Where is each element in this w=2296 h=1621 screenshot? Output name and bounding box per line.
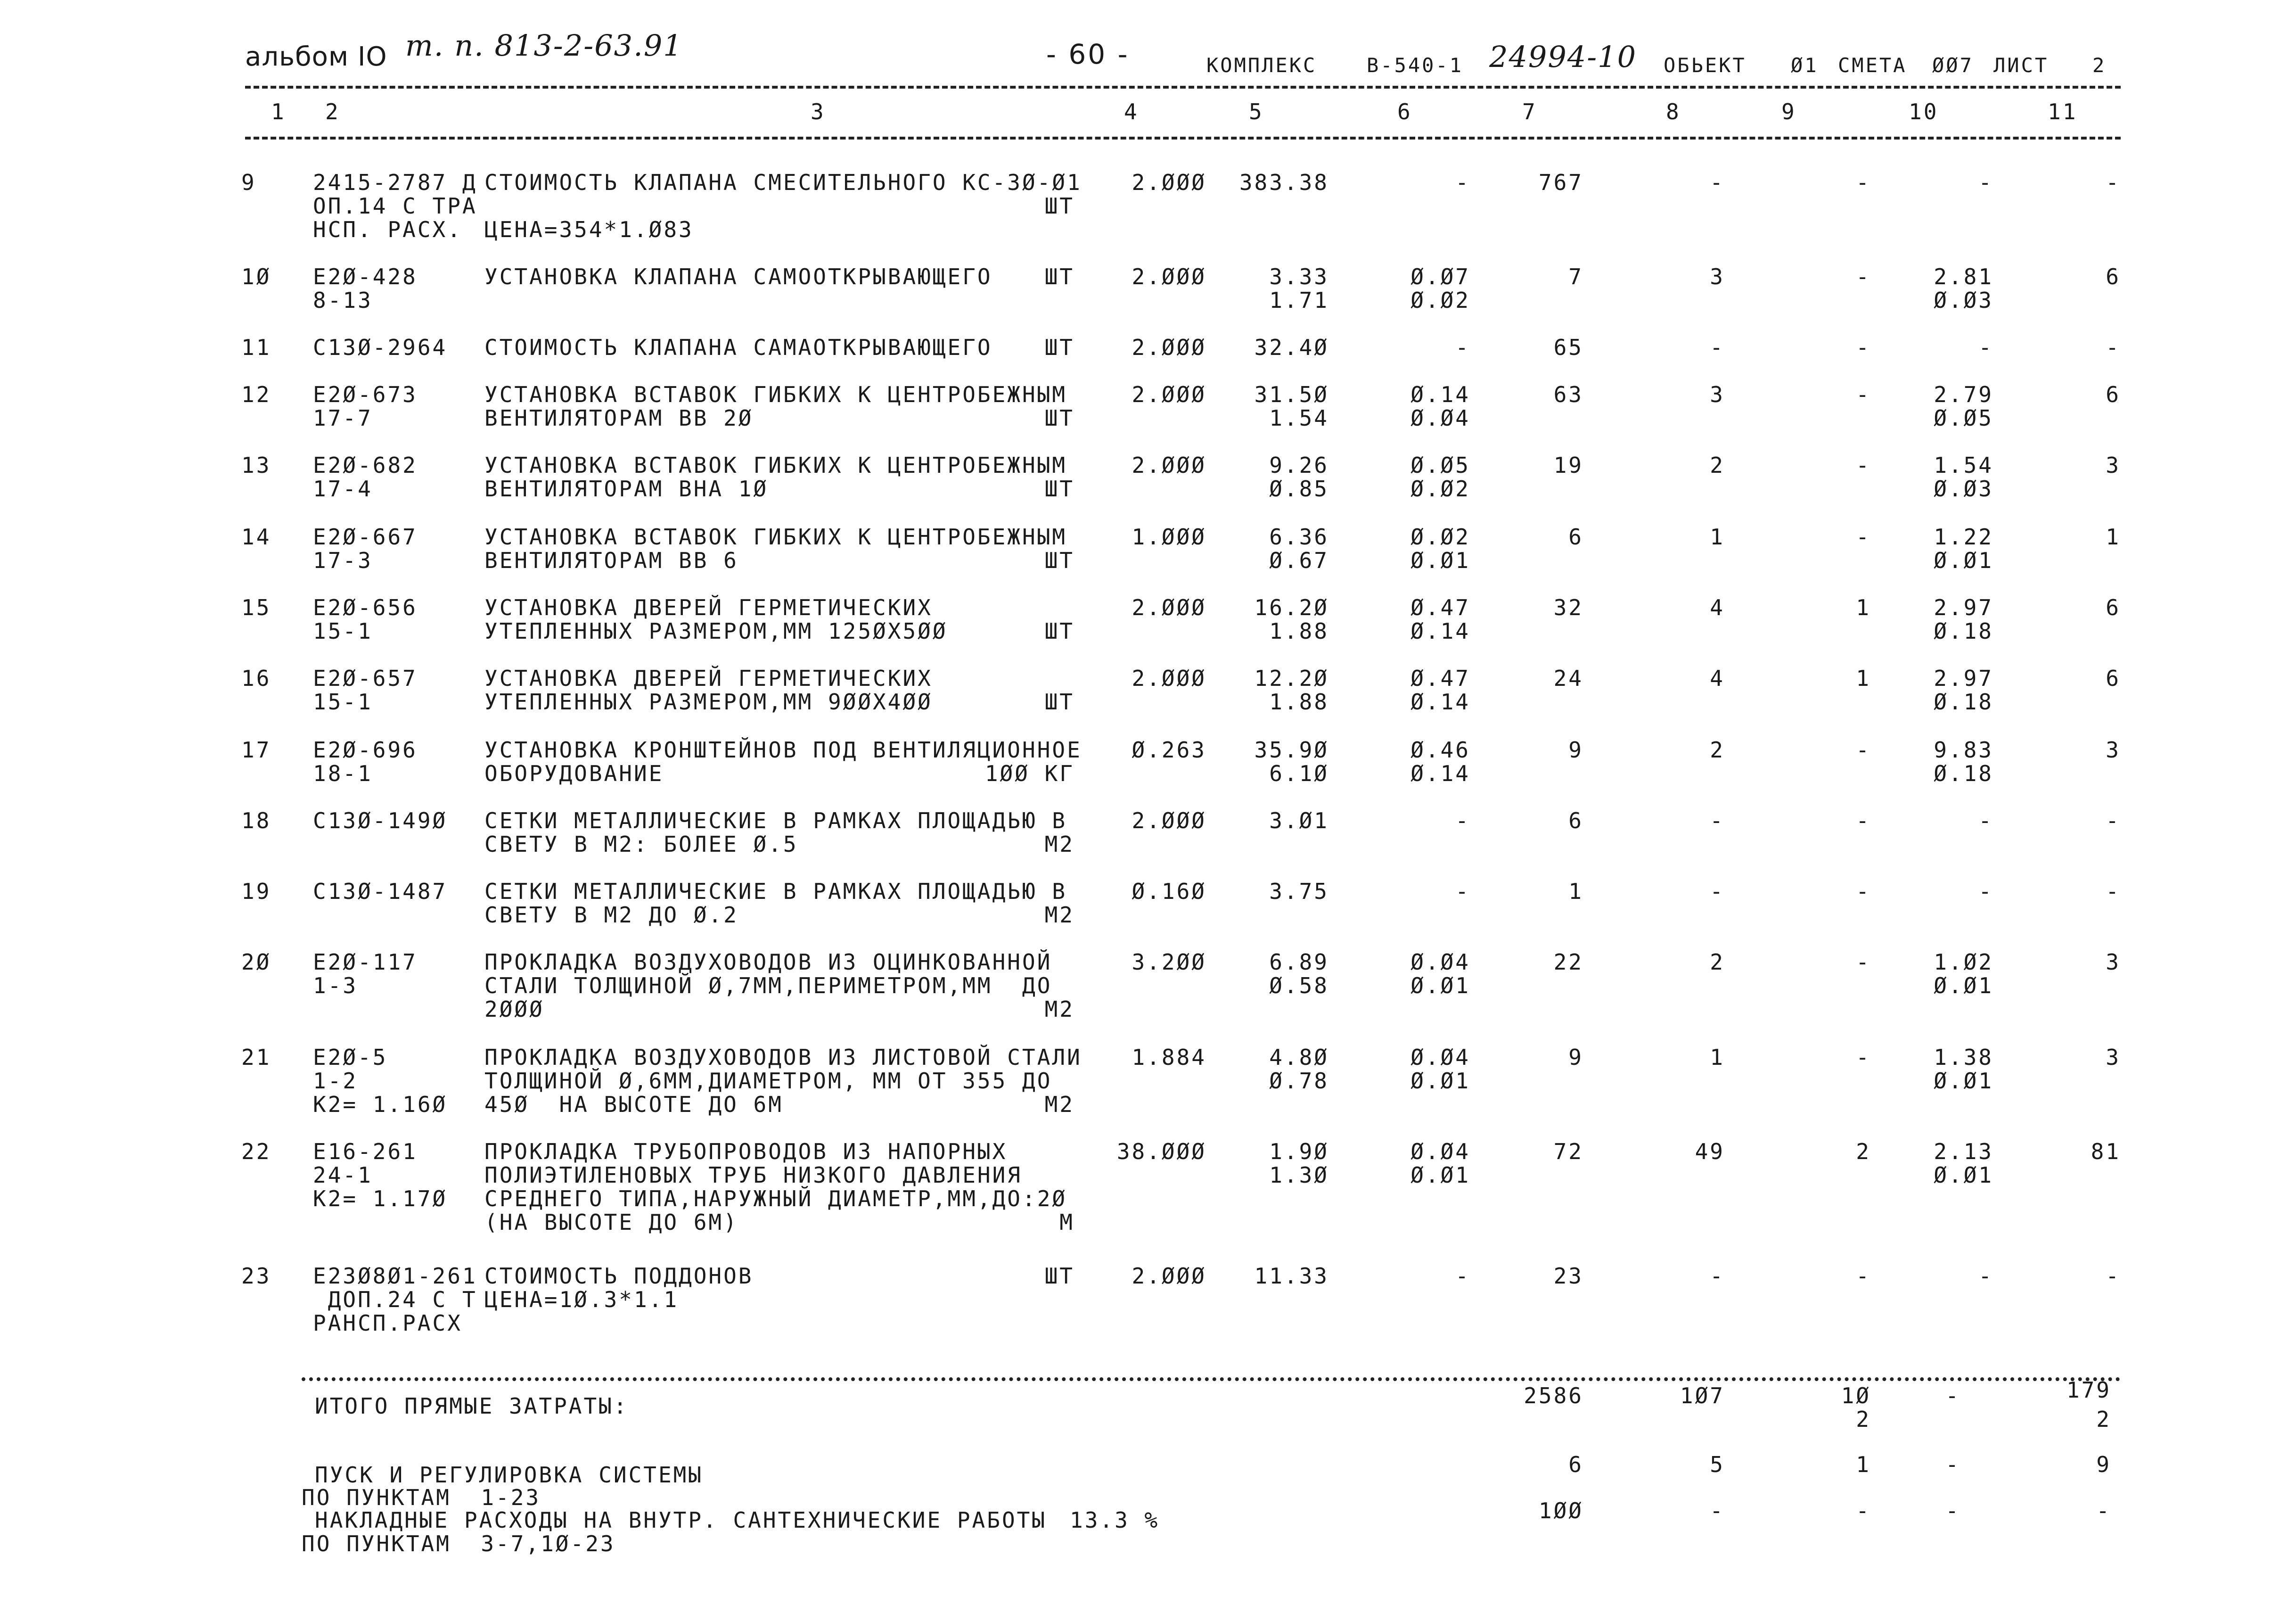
machine-cost: - — [1455, 170, 1470, 195]
rate-code: Е2Ø-673 — [313, 382, 418, 407]
rate-code: Е23Ø8Ø1-261 — [313, 1263, 477, 1289]
machine-cost: Ø.47 — [1410, 666, 1470, 691]
work-description: 45Ø НА ВЫСОТЕ ДО 6М — [484, 1092, 783, 1117]
unit-cost: 4.8Ø — [1269, 1045, 1329, 1070]
column-header-4: 4 — [1124, 99, 1139, 124]
labor-cost: 1.22 — [1934, 524, 1993, 550]
unit: М — [1059, 1210, 1074, 1235]
unit-cost: 6.36 — [1269, 524, 1329, 550]
rate-code: Е2Ø-428 — [313, 264, 418, 289]
work-description: СТОИМОСТЬ ПОДДОНОВ — [484, 1263, 754, 1289]
machine-cost-wages: Ø.Ø1 — [1410, 1162, 1470, 1188]
rate-code: К2= 1.16Ø — [313, 1092, 448, 1117]
machine-total: - — [1856, 1045, 1871, 1070]
work-description: ЦЕНА=354*1.Ø83 — [484, 217, 694, 242]
rate-code: ДОП.24 С Т — [313, 1287, 477, 1312]
overhead-c11: - — [2096, 1498, 2111, 1523]
rate-code: 17-4 — [313, 476, 373, 502]
row-number: 15 — [241, 595, 271, 620]
unit-cost: 16.2Ø — [1254, 595, 1329, 620]
machine-cost: Ø.Ø7 — [1410, 264, 1470, 289]
machine-total: 2 — [1856, 1139, 1871, 1164]
header-rule-bottom — [245, 137, 2121, 140]
unit-cost-wages: Ø.67 — [1269, 548, 1329, 573]
rate-code: РАНСП.РАСХ — [313, 1310, 462, 1336]
startup-c9: 1 — [1856, 1452, 1871, 1477]
album-label: альбом IO — [245, 41, 387, 72]
column-header-1: 1 — [271, 99, 286, 124]
work-description: СЕТКИ МЕТАЛЛИЧЕСКИЕ В РАМКАХ ПЛОЩАДЬЮ В — [484, 808, 1067, 833]
work-description: СВЕТУ В М2: БОЛЕЕ Ø.5 — [484, 831, 798, 857]
rate-code: 17-7 — [313, 405, 373, 431]
row-number: 14 — [241, 524, 271, 550]
work-description: УТЕПЛЕННЫХ РАЗМЕРОМ,ММ 125ØХ5ØØ — [484, 618, 948, 644]
work-description: СТОИМОСТЬ КЛАПАНА СМЕСИТЕЛЬНОГО КС-3Ø-Ø1 — [484, 170, 1082, 195]
quantity: 1.884 — [1132, 1045, 1206, 1070]
row-number: 21 — [241, 1045, 271, 1070]
unit-cost-wages: Ø.85 — [1269, 476, 1329, 502]
labor-cost-mech: Ø.Ø1 — [1934, 973, 1993, 998]
work-description: ПРОКЛАДКА ВОЗДУХОВОДОВ ИЗ ЛИСТОВОЙ СТАЛИ — [484, 1045, 1082, 1070]
rate-code: 15-1 — [313, 689, 373, 715]
machine-total: - — [1856, 170, 1871, 195]
overhead-sub: ПО ПУНКТАМ 3-7,1Ø-23 — [302, 1531, 615, 1556]
machine-total: - — [1856, 879, 1871, 904]
machine-total: - — [1856, 524, 1871, 550]
direct-c9: 1Ø — [1841, 1383, 1871, 1408]
unit-cost: 32.4Ø — [1254, 335, 1329, 360]
quantity: 2.ØØØ — [1132, 170, 1206, 195]
labor-cost: 1.54 — [1934, 453, 1993, 478]
rate-code: Е2Ø-696 — [313, 737, 418, 763]
wages-total: - — [1710, 335, 1725, 360]
quantity: 1.ØØØ — [1132, 524, 1206, 550]
column-header-9: 9 — [1781, 99, 1796, 124]
quantity: 2.ØØØ — [1132, 1263, 1206, 1289]
labor-total: 6 — [2106, 666, 2121, 691]
work-description: УСТАНОВКА КЛАПАНА САМООТКРЫВАЮЩЕГО — [484, 264, 992, 289]
labor-cost-mech: Ø.Ø1 — [1934, 548, 1993, 573]
rate-code: Е2Ø-117 — [313, 949, 418, 975]
machine-cost: Ø.14 — [1410, 382, 1470, 407]
work-description: ПОЛИЭТИЛЕНОВЫХ ТРУБ НИЗКОГО ДАВЛЕНИЯ — [484, 1162, 1022, 1188]
total-cost: 6 — [1568, 524, 1583, 550]
labor-cost-mech: Ø.Ø1 — [1934, 1068, 1993, 1094]
labor-cost-mech: Ø.18 — [1934, 689, 1993, 715]
machine-cost: - — [1455, 335, 1470, 360]
machine-total: - — [1856, 382, 1871, 407]
startup-sub: ПО ПУНКТАМ 1-23 — [302, 1485, 541, 1510]
wages-total: 1 — [1710, 1045, 1725, 1070]
total-cost: 23 — [1553, 1263, 1583, 1289]
column-header-11: 11 — [2048, 99, 2078, 124]
work-description: УСТАНОВКА КРОНШТЕЙНОВ ПОД ВЕНТИЛЯЦИОННОЕ — [484, 737, 1082, 763]
machine-cost-wages: Ø.Ø4 — [1410, 405, 1470, 431]
rate-code: 1-2 — [313, 1068, 358, 1094]
machine-cost: Ø.Ø2 — [1410, 524, 1470, 550]
rate-code: С13Ø-2964 — [313, 335, 448, 360]
machine-cost: Ø.Ø4 — [1410, 1045, 1470, 1070]
unit-cost-wages: 1.88 — [1269, 618, 1329, 644]
labor-cost-mech: Ø.Ø1 — [1934, 1162, 1993, 1188]
labor-total: 81 — [2091, 1139, 2121, 1164]
labor-total: 6 — [2106, 264, 2121, 289]
tp-handwritten: т. п. 813-2-63.91 — [405, 28, 683, 63]
work-description: ПРОКЛАДКА ТРУБОПРОВОДОВ ИЗ НАПОРНЫХ — [484, 1139, 1008, 1164]
overhead-c8: - — [1710, 1498, 1725, 1523]
complex-label: КОМПЛЕКС — [1206, 54, 1317, 77]
unit-cost: 11.33 — [1254, 1263, 1329, 1289]
quantity: 38.ØØØ — [1116, 1139, 1206, 1164]
wages-total: - — [1710, 170, 1725, 195]
row-number: 1Ø — [241, 264, 271, 289]
total-cost: 65 — [1553, 335, 1583, 360]
work-description: ВЕНТИЛЯТОРАМ ВНА 1Ø — [484, 476, 769, 502]
machine-cost-wages: Ø.Ø2 — [1410, 476, 1470, 502]
labor-cost-mech: Ø.Ø3 — [1934, 476, 1993, 502]
rate-code: С13Ø-149Ø — [313, 808, 448, 833]
work-description: ЦЕНА=1Ø.3*1.1 — [484, 1287, 679, 1312]
column-header-2: 2 — [325, 99, 340, 124]
work-description: СТАЛИ ТОЛЩИНОЙ Ø,7ММ,ПЕРИМЕТРОМ,ММ ДО — [484, 973, 1052, 998]
row-number: 9 — [241, 170, 256, 195]
rate-code: Е2Ø-667 — [313, 524, 418, 550]
wages-total: 2 — [1710, 949, 1725, 975]
work-description: ТОЛЩИНОЙ Ø,6ММ,ДИАМЕТРОМ, ММ ОТ 355 ДО — [484, 1068, 1052, 1094]
unit: ШТ — [1044, 618, 1074, 644]
unit: М2 — [1044, 902, 1074, 928]
unit-cost: 31.5Ø — [1254, 382, 1329, 407]
total-cost: 63 — [1553, 382, 1583, 407]
smeta-value: ØØ7 — [1932, 54, 1974, 77]
work-description: СВЕТУ В М2 ДО Ø.2 — [484, 902, 738, 928]
labor-cost: 9.83 — [1934, 737, 1993, 763]
total-cost: 22 — [1553, 949, 1583, 975]
unit-cost: 383.38 — [1239, 170, 1329, 195]
unit-cost: 3.Ø1 — [1269, 808, 1329, 833]
labor-total: 1 — [2106, 524, 2121, 550]
sheet-label: ЛИСТ — [1993, 54, 2049, 77]
unit: ШТ — [1044, 689, 1074, 715]
labor-cost: - — [1978, 170, 1993, 195]
object-label: ОБЬЕКТ — [1664, 54, 1747, 77]
machine-total: - — [1856, 737, 1871, 763]
total-cost: 19 — [1553, 453, 1583, 478]
wages-total: - — [1710, 879, 1725, 904]
unit-cost: 3.75 — [1269, 879, 1329, 904]
labor-total: - — [2106, 170, 2121, 195]
unit-cost-wages: 1.71 — [1269, 288, 1329, 313]
quantity: 2.ØØØ — [1132, 808, 1206, 833]
unit: ШТ — [1044, 335, 1074, 360]
unit-cost: 12.2Ø — [1254, 666, 1329, 691]
quantity: 3.2ØØ — [1132, 949, 1206, 975]
rate-code: 24-1 — [313, 1162, 373, 1188]
unit-cost: 9.26 — [1269, 453, 1329, 478]
work-description: УСТАНОВКА ВСТАВОК ГИБКИХ К ЦЕНТРОБЕЖНЫМ — [484, 382, 1067, 407]
unit-cost-wages: 1.54 — [1269, 405, 1329, 431]
totals-dotted-rule — [302, 1377, 2121, 1381]
labor-total: 3 — [2106, 453, 2121, 478]
unit-cost-wages: Ø.78 — [1269, 1068, 1329, 1094]
unit: ШТ — [1044, 264, 1074, 289]
rate-code: 18-1 — [313, 761, 373, 786]
unit: М2 — [1044, 996, 1074, 1022]
labor-cost: 2.79 — [1934, 382, 1993, 407]
machine-cost-wages: Ø.14 — [1410, 618, 1470, 644]
header-rule-top — [245, 86, 2121, 89]
startup-c7: 6 — [1568, 1452, 1583, 1477]
overhead-percent: 13.3 % — [1070, 1507, 1160, 1533]
unit-cost: 3.33 — [1269, 264, 1329, 289]
rate-code: 17-3 — [313, 548, 373, 573]
labor-total: 6 — [2106, 595, 2121, 620]
machine-total: - — [1856, 949, 1871, 975]
machine-cost: - — [1455, 1263, 1470, 1289]
complex-value: В-540-1 — [1367, 54, 1464, 77]
total-cost: 7 — [1568, 264, 1583, 289]
machine-total: - — [1856, 1263, 1871, 1289]
labor-cost-mech: Ø.18 — [1934, 761, 1993, 786]
total-cost: 767 — [1538, 170, 1583, 195]
machine-cost: Ø.46 — [1410, 737, 1470, 763]
quantity: 2.ØØØ — [1132, 382, 1206, 407]
wages-total: - — [1710, 808, 1725, 833]
work-description: УСТАНОВКА ДВЕРЕЙ ГЕРМЕТИЧЕСКИХ — [484, 595, 933, 620]
machine-cost: - — [1455, 808, 1470, 833]
labor-cost: - — [1978, 335, 1993, 360]
machine-total: 1 — [1856, 666, 1871, 691]
machine-total: - — [1856, 453, 1871, 478]
column-header-8: 8 — [1666, 99, 1681, 124]
object-value: Ø1 — [1791, 54, 1819, 77]
rate-code: 2415-2787 Д — [313, 170, 477, 195]
labor-cost-mech: Ø.Ø3 — [1934, 288, 1993, 313]
unit: ШТ — [1044, 548, 1074, 573]
quantity: 2.ØØØ — [1132, 335, 1206, 360]
overhead-label: НАКЛАДНЫЕ РАСХОДЫ НА ВНУТР. САНТЕХНИЧЕСКИЕ РАБОТЫ — [315, 1507, 1047, 1533]
work-description: УСТАНОВКА ДВЕРЕЙ ГЕРМЕТИЧЕСКИХ — [484, 666, 933, 691]
labor-total: 3 — [2106, 1045, 2121, 1070]
quantity: Ø.263 — [1132, 737, 1206, 763]
wages-total: 2 — [1710, 453, 1725, 478]
labor-cost: - — [1978, 808, 1993, 833]
row-number: 13 — [241, 453, 271, 478]
unit-cost: 1.9Ø — [1269, 1139, 1329, 1164]
machine-cost: - — [1455, 879, 1470, 904]
labor-total: - — [2106, 335, 2121, 360]
work-description: 2ØØØ — [484, 996, 544, 1022]
machine-cost: Ø.Ø4 — [1410, 1139, 1470, 1164]
wages-total: 1 — [1710, 524, 1725, 550]
wages-total: - — [1710, 1263, 1725, 1289]
startup-c11: 9 — [2096, 1452, 2111, 1477]
row-number: 2Ø — [241, 949, 271, 975]
labor-total: - — [2106, 1263, 2121, 1289]
unit-cost: 6.89 — [1269, 949, 1329, 975]
smeta-label: СМЕТА — [1838, 54, 1907, 77]
quantity: 2.ØØØ — [1132, 595, 1206, 620]
unit: М2 — [1044, 831, 1074, 857]
startup-label: ПУСК И РЕГУЛИРОВКА СИСТЕМЫ — [315, 1462, 704, 1488]
labor-cost: 2.97 — [1934, 666, 1993, 691]
work-description: ОБОРУДОВАНИЕ — [484, 761, 664, 786]
machine-cost-wages: Ø.Ø2 — [1410, 288, 1470, 313]
machine-cost-wages: Ø.Ø1 — [1410, 548, 1470, 573]
total-cost: 6 — [1568, 808, 1583, 833]
labor-cost: - — [1978, 1263, 1993, 1289]
work-description: СРЕДНЕГО ТИПА,НАРУЖНЫЙ ДИАМЕТР,ММ,ДО:2Ø — [484, 1186, 1067, 1211]
labor-cost: 1.38 — [1934, 1045, 1993, 1070]
work-description: ВЕНТИЛЯТОРАМ ВВ 2Ø — [484, 405, 754, 431]
work-description: УСТАНОВКА ВСТАВОК ГИБКИХ К ЦЕНТРОБЕЖНЫМ — [484, 453, 1067, 478]
quantity: 2.ØØØ — [1132, 453, 1206, 478]
direct-c7: 2586 — [1524, 1383, 1583, 1408]
page-number: - 60 - — [1046, 38, 1130, 70]
quantity: Ø.16Ø — [1132, 879, 1206, 904]
total-cost: 32 — [1553, 595, 1583, 620]
overhead-c10: - — [1945, 1498, 1960, 1523]
unit-cost: 35.9Ø — [1254, 737, 1329, 763]
wages-total: 4 — [1710, 666, 1725, 691]
machine-cost-wages: Ø.Ø1 — [1410, 1068, 1470, 1094]
labor-cost: 2.97 — [1934, 595, 1993, 620]
rate-code: ОП.14 С ТРА — [313, 193, 477, 219]
work-description: (НА ВЫСОТЕ ДО 6М) — [484, 1210, 738, 1235]
wages-total: 3 — [1710, 264, 1725, 289]
row-number: 18 — [241, 808, 271, 833]
labor-total: 3 — [2106, 737, 2121, 763]
column-header-10: 10 — [1909, 99, 1939, 124]
work-description: УТЕПЛЕННЫХ РАЗМЕРОМ,ММ 9ØØХ4ØØ — [484, 689, 933, 715]
rate-code: Е2Ø-657 — [313, 666, 418, 691]
labor-cost-mech: Ø.18 — [1934, 618, 1993, 644]
unit: ШТ — [1044, 1263, 1074, 1289]
work-description: ВЕНТИЛЯТОРАМ ВВ 6 — [484, 548, 738, 573]
rate-code: Е16-261 — [313, 1139, 418, 1164]
rate-code: 15-1 — [313, 618, 373, 644]
rate-code: НСП. РАСХ. — [313, 217, 462, 242]
startup-c8: 5 — [1710, 1452, 1725, 1477]
work-description: СТОИМОСТЬ КЛАПАНА САМАОТКРЫВАЮЩЕГО — [484, 335, 992, 360]
startup-c10: - — [1945, 1452, 1960, 1477]
direct-c11b: 2 — [2096, 1407, 2111, 1432]
overhead-c7: 1ØØ — [1538, 1498, 1583, 1523]
direct-c8: 1Ø7 — [1680, 1383, 1725, 1408]
column-header-6: 6 — [1397, 99, 1412, 124]
work-description: ПРОКЛАДКА ВОЗДУХОВОДОВ ИЗ ОЦИНКОВАННОЙ — [484, 949, 1052, 975]
machine-total: - — [1856, 264, 1871, 289]
row-number: 11 — [241, 335, 271, 360]
row-number: 19 — [241, 879, 271, 904]
total-cost: 1 — [1568, 879, 1583, 904]
machine-cost-wages: Ø.Ø1 — [1410, 973, 1470, 998]
quantity: 2.ØØØ — [1132, 666, 1206, 691]
work-description: СЕТКИ МЕТАЛЛИЧЕСКИЕ В РАМКАХ ПЛОЩАДЬЮ В — [484, 879, 1067, 904]
overhead-c9: - — [1856, 1498, 1871, 1523]
total-cost: 24 — [1553, 666, 1583, 691]
machine-cost: Ø.Ø5 — [1410, 453, 1470, 478]
complex-handwritten: 24994-10 — [1489, 40, 1637, 74]
machine-total: - — [1856, 808, 1871, 833]
unit: ШТ — [1044, 193, 1074, 219]
labor-total: 6 — [2106, 382, 2121, 407]
labor-cost-mech: Ø.Ø5 — [1934, 405, 1993, 431]
column-header-3: 3 — [811, 99, 826, 124]
rate-code: 8-13 — [313, 288, 373, 313]
column-header-7: 7 — [1522, 99, 1537, 124]
rate-code: С13Ø-1487 — [313, 879, 448, 904]
wages-total: 2 — [1710, 737, 1725, 763]
machine-cost-wages: Ø.14 — [1410, 761, 1470, 786]
direct-c9b: 2 — [1856, 1407, 1871, 1432]
rate-code: Е2Ø-656 — [313, 595, 418, 620]
machine-total: 1 — [1856, 595, 1871, 620]
unit: М2 — [1044, 1092, 1074, 1117]
quantity: 2.ØØØ — [1132, 264, 1206, 289]
wages-total: 4 — [1710, 595, 1725, 620]
labor-cost: 1.Ø2 — [1934, 949, 1993, 975]
unit-cost-wages: 1.3Ø — [1269, 1162, 1329, 1188]
unit-cost-wages: 1.88 — [1269, 689, 1329, 715]
column-header-5: 5 — [1249, 99, 1264, 124]
labor-total: 3 — [2106, 949, 2121, 975]
direct-costs-label: ИТОГО ПРЯМЫЕ ЗАТРАТЫ: — [315, 1393, 629, 1419]
row-number: 22 — [241, 1139, 271, 1164]
machine-cost: Ø.47 — [1410, 595, 1470, 620]
row-number: 16 — [241, 666, 271, 691]
rate-code: Е2Ø-5 — [313, 1045, 388, 1070]
total-cost: 9 — [1568, 737, 1583, 763]
labor-total: - — [2106, 879, 2121, 904]
labor-cost: 2.13 — [1934, 1139, 1993, 1164]
rate-code: 1-3 — [313, 973, 358, 998]
rate-code: К2= 1.17Ø — [313, 1186, 448, 1211]
wages-total: 49 — [1695, 1139, 1725, 1164]
unit-cost-wages: 6.1Ø — [1269, 761, 1329, 786]
row-number: 23 — [241, 1263, 271, 1289]
labor-total: - — [2106, 808, 2121, 833]
unit: 1ØØ КГ — [984, 761, 1074, 786]
rate-code: Е2Ø-682 — [313, 453, 418, 478]
sheet-value: 2 — [2092, 54, 2107, 77]
direct-c11: 179 — [2066, 1377, 2111, 1403]
unit: ШТ — [1044, 405, 1074, 431]
unit: ШТ — [1044, 476, 1074, 502]
machine-total: - — [1856, 335, 1871, 360]
labor-cost: 2.81 — [1934, 264, 1993, 289]
row-number: 17 — [241, 737, 271, 763]
machine-cost: Ø.Ø4 — [1410, 949, 1470, 975]
work-description: УСТАНОВКА ВСТАВОК ГИБКИХ К ЦЕНТРОБЕЖНЫМ — [484, 524, 1067, 550]
unit-cost-wages: Ø.58 — [1269, 973, 1329, 998]
direct-c10: - — [1945, 1383, 1960, 1408]
machine-cost-wages: Ø.14 — [1410, 689, 1470, 715]
labor-cost: - — [1978, 879, 1993, 904]
wages-total: 3 — [1710, 382, 1725, 407]
row-number: 12 — [241, 382, 271, 407]
total-cost: 72 — [1553, 1139, 1583, 1164]
total-cost: 9 — [1568, 1045, 1583, 1070]
